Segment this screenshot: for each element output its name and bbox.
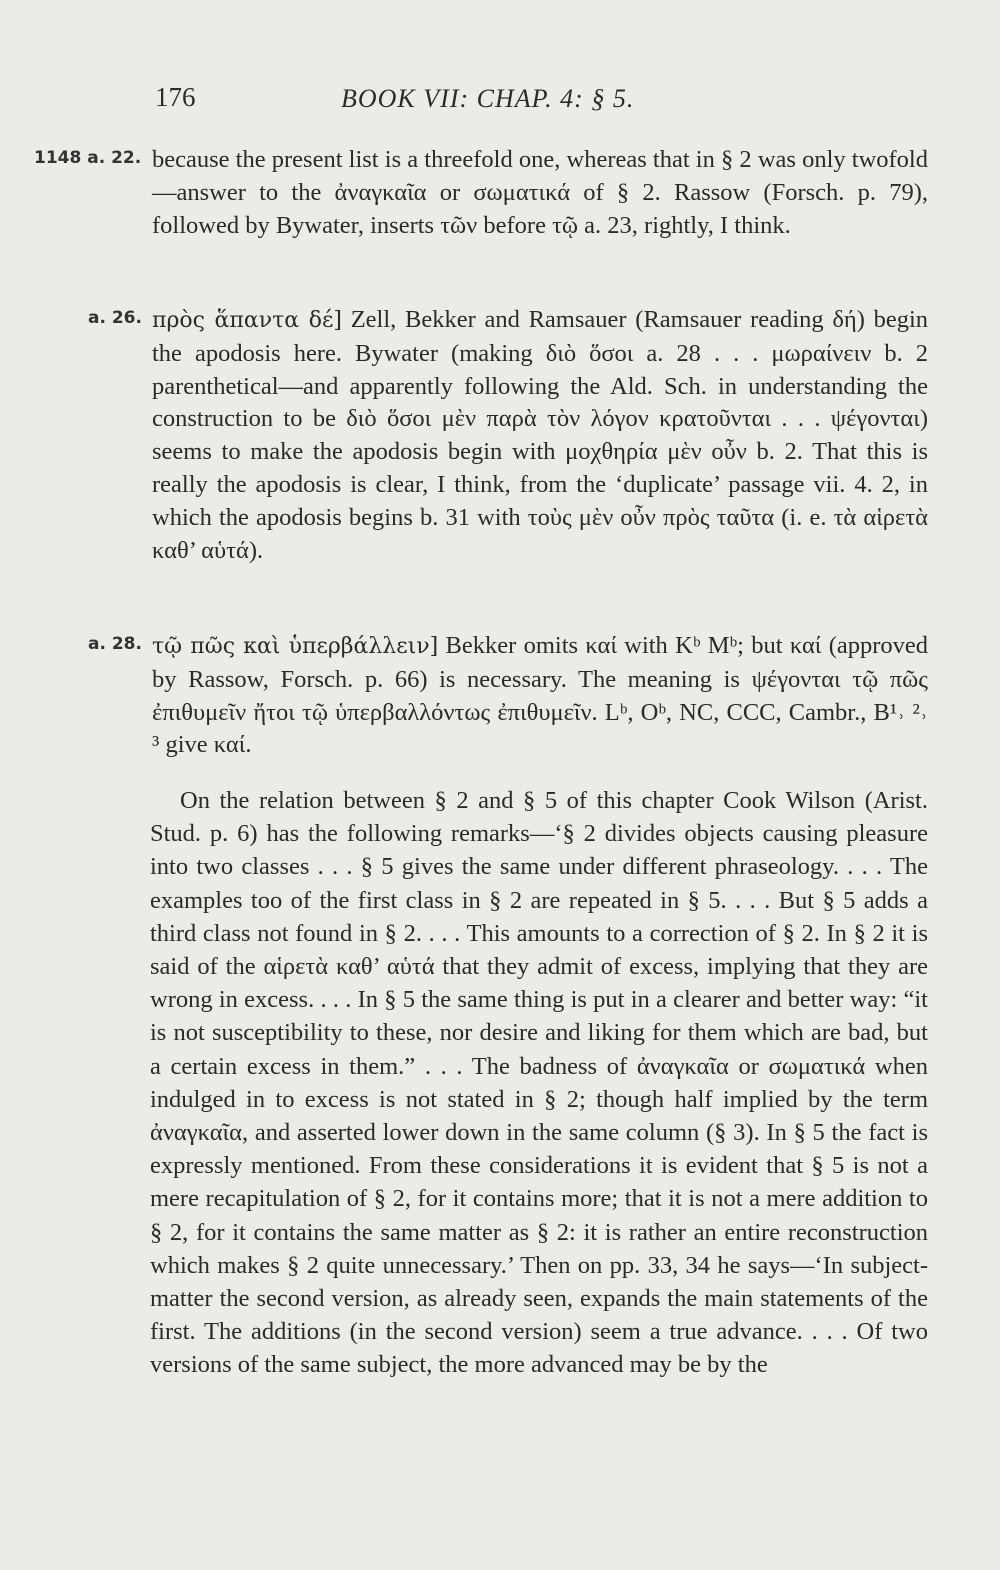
note-ref: 1148 a. 22. xyxy=(34,148,142,168)
page-header xyxy=(155,82,767,122)
page-number: 176 xyxy=(155,82,196,112)
note-lemma: πρὸς ἅπαντα δέ] xyxy=(152,308,342,333)
running-title: BOOK VII: CHAP. 4: § 5. xyxy=(341,84,635,113)
note-text: πρὸς ἅπαντα δέ] Zell, Bekker and Ramsauer (Ramsauer reading δή) begin the apodosis here. Bywater (making διὸ ὅσοι a. 28 . . . μωραίνειν b. 2 parenthetical—and apparently following the Ald. Sch. in understanding the construction to be διὸ ὅσοι μὲν παρὰ τὸν λόγον κρατοῦνται . . . ψέγονται) seems to make the apodosis begin with μοχθηρία μὲν οὖν b. 2. That this is really the apodosis is clear, I think, from the ‘duplicate’ passage vii. 4. 2, in which the apodosis begins b. 31 with τοὺς μὲν οὖν πρὸς ταῦτα (i. e. τὰ αἱρετὰ καθ’ αὑτά). xyxy=(152,306,929,564)
commentary-paragraph: On the relation between § 2 and § 5 of this chapter Cook Wilson (Arist. Stud. p. 6) has the following remarks—‘§ 2 divides objects causing pleasure into two classes . . . § 5 gives the same under different phraseology. . . . The examples too of the first class in § 2 are repeated in § 5. . . . But § 5 adds a third class not found in § 2. . . . This amounts to a correction of § 2. In § 2 it is said of the αἱρετὰ καθ’ αὑτά that they admit of excess, implying that they are wrong in excess. . . . In § 5 the same thing is put in a clearer and better way: “it is not susceptibility to these, nor desire and liking for them which are bad, but a certain excess in them.” . . . The badness of ἀναγκαῖα or σωματικά when indulged in to excess is not stated in § 2; though half implied by the term ἀναγκαῖα, and asserted lower down in the same column (§ 3). In § 5 the fact is expressly mentioned. From these considerations it is evident that § 5 is not a mere recapitulation of § 2, for it contains more; that it is not a mere addition to § 2, for it contains the same matter as § 2: it is rather an entire reconstruction which makes § 2 quite unnecessary.’ Then on pp. 33, 34 he says—‘In subject-matter the second version, as already seen, expands the main statements of the first. The additions (in the second version) seem a true advance. . . . Of two versions of the same subject, the more advanced may be by the xyxy=(150,787,928,1379)
note-ref: a. 28. xyxy=(88,634,142,654)
note-ref: a. 26. xyxy=(88,308,142,328)
note-text: τῷ πῶς καὶ ὑπερβάλλειν] Bekker omits καί with Kᵇ Mᵇ; but καί (approved by Rassow, Forsch. p. 66) is necessary. The meaning is ψέγονται τῷ πῶς ἐπιθυμεῖν ἤτοι τῷ ὑπερβαλλόντως ἐπιθυμεῖν. Lᵇ, Oᵇ, NC, CCC, Cambr., B¹˒ ²˒ ³ give καί. xyxy=(152,632,929,759)
note-text: because the present list is a threefold one, whereas that in § 2 was only twofold—answer to the ἀναγκαῖα or σωματικά of § 2. Rassow (Forsch. p. 79), followed by Bywater, inserts τῶν before τῷ a. 23, rightly, I think. xyxy=(152,146,928,239)
note-lemma: τῷ πῶς καὶ ὑπερβάλλειν] xyxy=(152,634,439,659)
